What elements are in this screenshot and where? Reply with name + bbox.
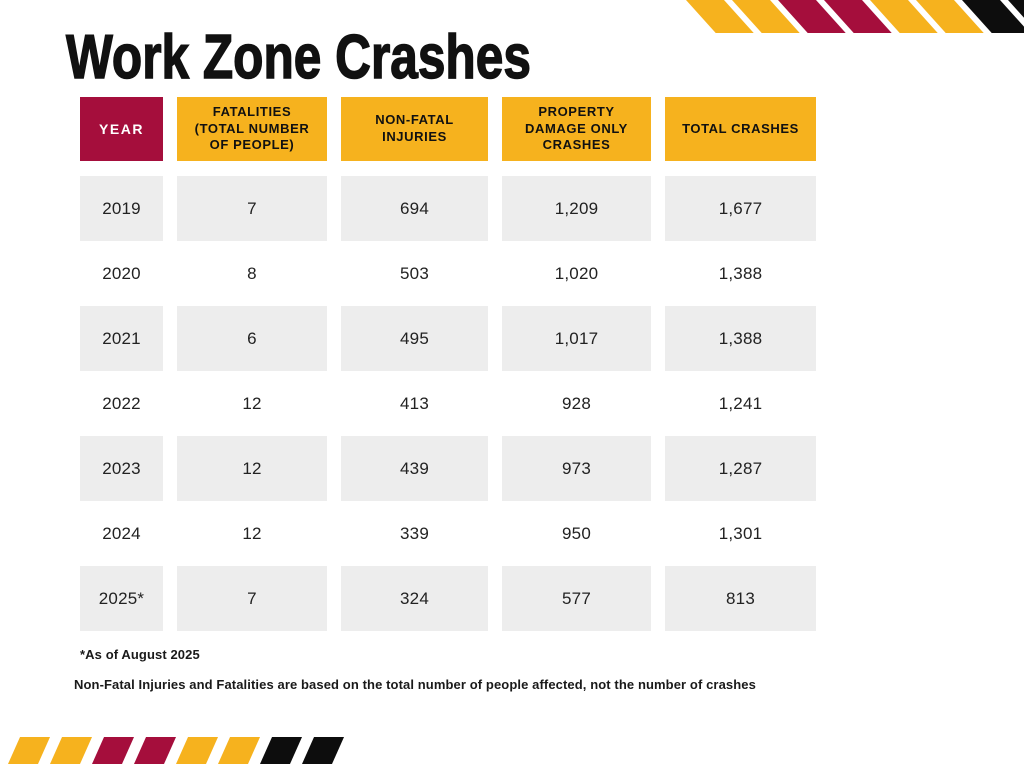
cell-fatalities: 7 <box>177 176 327 241</box>
cell-non-fatal-injuries: 324 <box>341 566 488 631</box>
decor-stripe <box>302 737 344 764</box>
cell-non-fatal-injuries: 439 <box>341 436 488 501</box>
cell-year: 2023 <box>80 436 163 501</box>
cell-total-crashes: 1,287 <box>665 436 816 501</box>
cell-property-damage-only: 1,017 <box>502 306 651 371</box>
decor-stripe <box>92 737 134 764</box>
cell-total-crashes: 1,388 <box>718 263 763 283</box>
cell-non-fatal-injuries: 694 <box>341 176 488 241</box>
cell-total-crashes: 1,677 <box>665 176 816 241</box>
decor-stripe <box>260 737 302 764</box>
decor-stripe <box>218 737 260 764</box>
decor-stripe <box>134 737 176 764</box>
cell-total-crashes: 1,388 <box>665 306 816 371</box>
column-header-fatalities: FATALITIES (TOTAL NUMBER OF PEOPLE) <box>177 97 327 161</box>
cell-non-fatal-injuries: 495 <box>341 306 488 371</box>
cell-fatalities: 7 <box>177 566 327 631</box>
cell-year: 2022 <box>102 393 141 413</box>
cell-property-damage-only: 577 <box>502 566 651 631</box>
column-header-property-damage-only: PROPERTY DAMAGE ONLY CRASHES <box>502 97 651 161</box>
cell-fatalities: 12 <box>177 436 327 501</box>
cell-fatalities: 12 <box>242 523 262 543</box>
decor-stripe <box>176 737 218 764</box>
cell-total-crashes: 1,301 <box>718 523 763 543</box>
cell-non-fatal-injuries: 503 <box>400 263 429 283</box>
page-title: Work Zone Crashes <box>66 23 531 92</box>
column-header-non-fatal-injuries: NON-FATAL INJURIES <box>341 97 488 161</box>
cell-fatalities: 6 <box>177 306 327 371</box>
footnote-methodology: Non-Fatal Injuries and Fatalities are based on the total number of people affected, not the number of crashes <box>74 677 756 692</box>
cell-total-crashes: 1,241 <box>718 393 763 413</box>
cell-year: 2021 <box>80 306 163 371</box>
cell-total-crashes: 813 <box>665 566 816 631</box>
cell-non-fatal-injuries: 339 <box>400 523 429 543</box>
decor-stripe <box>8 737 50 764</box>
footnote-as-of-date: *As of August 2025 <box>80 647 200 662</box>
table-header-row <box>80 97 816 161</box>
cell-fatalities: 12 <box>242 393 262 413</box>
table-body <box>80 176 816 631</box>
cell-property-damage-only: 1,209 <box>502 176 651 241</box>
cell-fatalities: 8 <box>247 263 257 283</box>
cell-property-damage-only: 950 <box>562 523 591 543</box>
column-header-total-crashes: TOTAL CRASHES <box>665 97 816 161</box>
bottom-left-stripes <box>8 737 344 764</box>
cell-property-damage-only: 973 <box>502 436 651 501</box>
cell-property-damage-only: 928 <box>562 393 591 413</box>
crash-table <box>80 97 816 631</box>
top-right-stripes <box>686 0 1024 33</box>
cell-year: 2025* <box>80 566 163 631</box>
cell-non-fatal-injuries: 413 <box>400 393 429 413</box>
cell-property-damage-only: 1,020 <box>554 263 599 283</box>
cell-year: 2019 <box>80 176 163 241</box>
cell-year: 2024 <box>102 523 141 543</box>
column-header-year: YEAR <box>80 97 163 161</box>
decor-stripe <box>50 737 92 764</box>
cell-year: 2020 <box>102 263 141 283</box>
